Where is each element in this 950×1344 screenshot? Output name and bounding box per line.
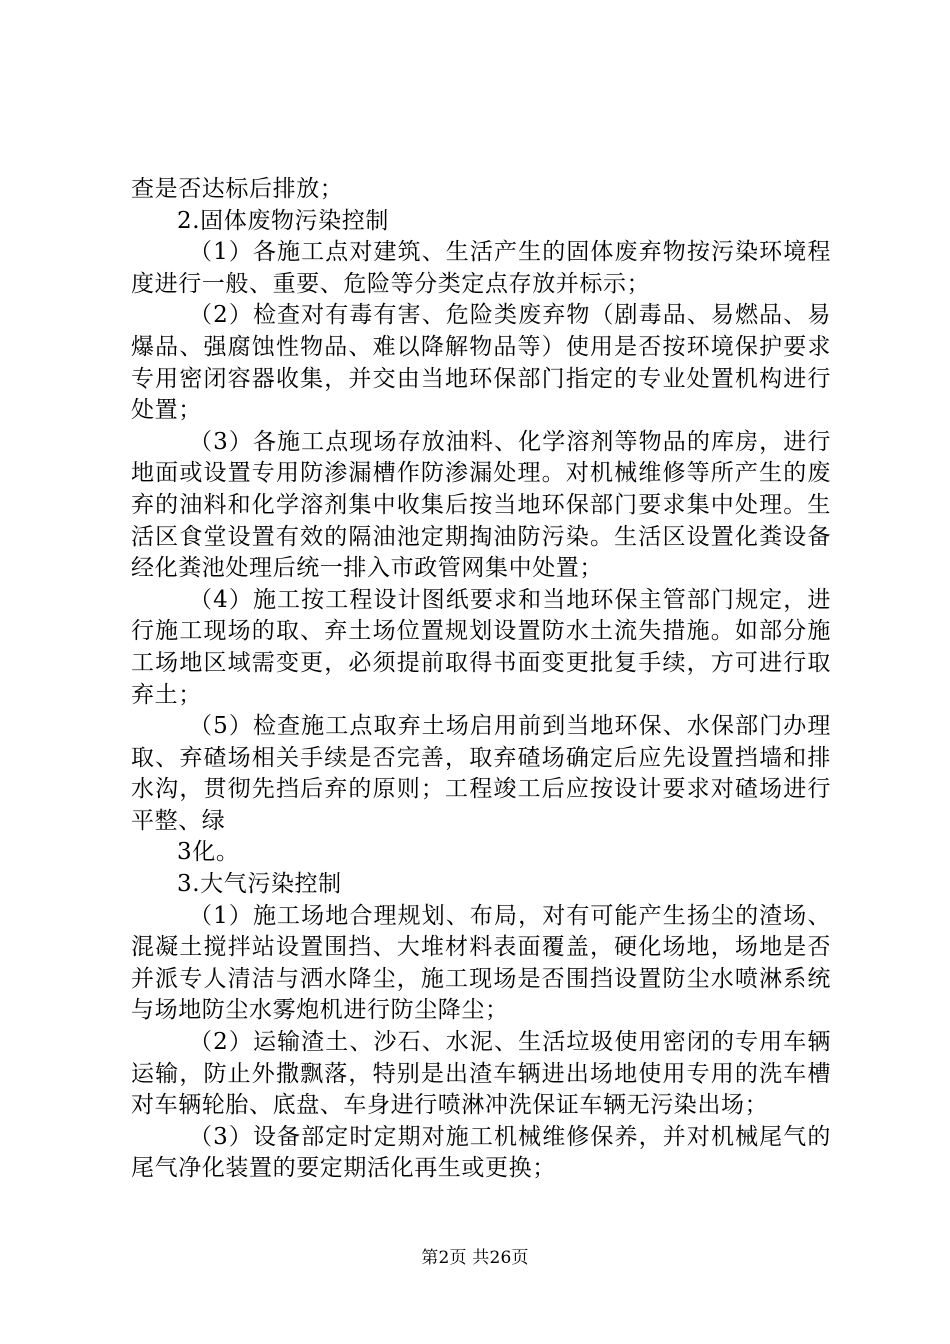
paragraph: 查是否达标后排放；	[131, 176, 344, 202]
list-item: （5）检查施工点取弃土场启用前到当地环保、水保部门办理取、弃碴场相关手续是否完善，取弃碴场确定后应先设置挡墙和排水沟，贯彻先挡后弃的原则；工程竣工后应按设计要求对碴场进行平整、绿	[131, 713, 831, 834]
list-item: （2）检查对有毒有害、危险类废弃物（剧毒品、易燃品、易爆品、强腐蚀性物品、难以降解物品等）使用是否按环境保护要求专用密闭容器收集，并交由当地环保部门指定的专业处置机构进行处置；	[131, 302, 831, 424]
section-heading: 2.固体废物污染控制	[177, 207, 389, 234]
section-heading: 3.大气污染控制	[177, 871, 342, 898]
document-body	[131, 174, 831, 1185]
list-item: （3）设备部定时定期对施工机械维修保养，并对机械尾气的尾气净化装置的要定期活化再生或更换；	[131, 1123, 831, 1182]
list-item: （4）施工按工程设计图纸要求和当地环保主管部门规定，进行施工现场的取、弃土场位置规划设置防水土流失措施。如部分施工场地区域需变更，必须提前取得书面变更批复手续，方可进行取弃土；	[131, 586, 831, 708]
page-footer	[0, 1243, 950, 1268]
list-item: （1）各施工点对建筑、生活产生的固体废弃物按污染环境程度进行一般、重要、危险等分类定点存放并标示；	[131, 239, 831, 297]
list-item: （3）各施工点现场存放油料、化学溶剂等物品的库房，进行地面或设置专用防渗漏槽作防渗漏处理。对机械维修等所产生的废弃的油料和化学溶剂集中收集后按当地环保部门要求集中处理。生活区食堂设置有效的隔油池定期掏油防污染。生活区设置化粪设备经化粪池处理后统一排入市政管网集中处置；	[131, 428, 831, 582]
list-item: （1）施工场地合理规划、布局，对有可能产生扬尘的渣场、混凝土搅拌站设置围挡、大堆材料表面覆盖，硬化场地，场地是否并派专人清洁与洒水降尘，施工现场是否围挡设置防尘水喷淋系统与场地防尘水雾炮机进行防尘降尘；	[131, 902, 831, 1024]
list-item: （2）运输渣土、沙石、水泥、生活垃圾使用密闭的专用车辆运输，防止外撒飘落，特别是出渣车辆进出场地使用专用的洗车槽对车辆轮胎、底盘、车身进行喷淋冲洗保证车辆无污染出场；	[131, 1029, 831, 1119]
paragraph: 3化。	[177, 839, 240, 866]
page-number: 第2页 共26页	[421, 1248, 529, 1268]
